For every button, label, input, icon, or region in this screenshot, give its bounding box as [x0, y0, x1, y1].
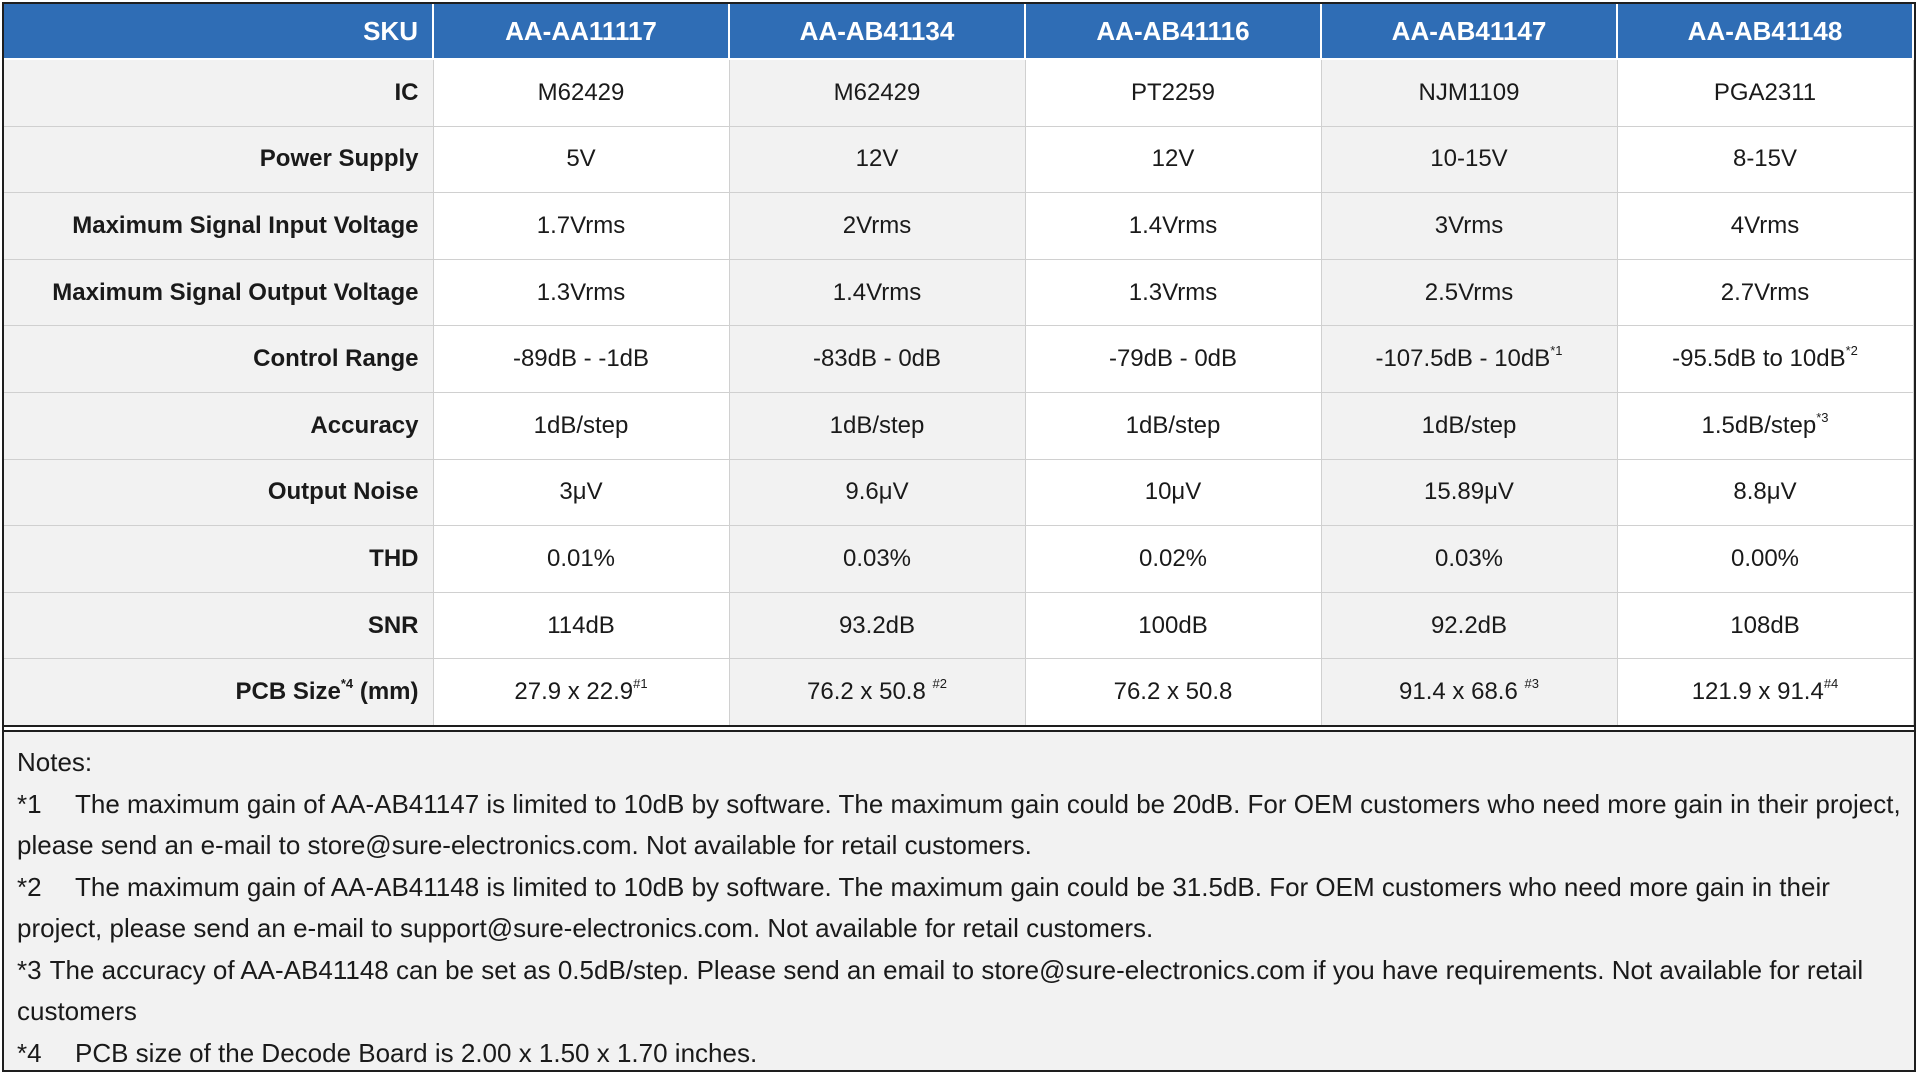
- notes-list: [17, 784, 1902, 1075]
- table-row: [4, 193, 1913, 260]
- cell-footnote-mark: #4: [1823, 676, 1839, 692]
- cell-value: 2.7Vrms: [1720, 278, 1810, 306]
- table-cell: [1321, 526, 1617, 593]
- cell-value: -95.5dB to 10dB: [1672, 345, 1846, 373]
- table-cell: [1321, 392, 1617, 459]
- cell-value: 108dB: [1730, 611, 1800, 639]
- cell-value: 3Vrms: [1434, 211, 1504, 239]
- cell-value: M62429: [833, 78, 921, 106]
- cell-footnote-mark: *1: [1550, 343, 1563, 359]
- table-cell: [433, 126, 729, 193]
- cell-value: 1.3Vrms: [1128, 278, 1218, 306]
- table-cell: [433, 659, 729, 726]
- table-cell: [1025, 193, 1321, 260]
- table-cell: [1321, 193, 1617, 260]
- cell-value: 8.8μV: [1733, 478, 1797, 506]
- sku-column-header: AA-AB41147: [1321, 4, 1617, 59]
- row-label: [4, 259, 433, 326]
- cell-value: 12V: [855, 145, 899, 173]
- table-cell: [1025, 526, 1321, 593]
- table-cell: [433, 259, 729, 326]
- table-cell: [1617, 59, 1913, 126]
- table-cell: [729, 193, 1025, 260]
- cell-value: -83dB - 0dB: [812, 345, 942, 373]
- table-cell: [1025, 326, 1321, 393]
- row-label-text: Power Supply: [259, 145, 419, 173]
- table-row: [4, 459, 1913, 526]
- cell-value: -107.5dB - 10dB: [1375, 345, 1551, 373]
- spec-table: [4, 4, 1914, 727]
- table-cell: [1321, 592, 1617, 659]
- cell-value: 15.89μV: [1424, 478, 1514, 506]
- cell-value: 1.4Vrms: [1128, 211, 1218, 239]
- sku-column-header: AA-AB41134: [729, 4, 1025, 59]
- cell-value: 10μV: [1144, 478, 1202, 506]
- table-cell: [1025, 659, 1321, 726]
- table-cell: [729, 592, 1025, 659]
- cell-value: 1dB/step: [1125, 411, 1221, 439]
- cell-value: 93.2dB: [838, 611, 916, 639]
- cell-value: 3μV: [559, 478, 603, 506]
- table-cell: [433, 392, 729, 459]
- cell-footnote-mark: #3: [1524, 676, 1539, 692]
- note-mark: *2: [17, 871, 42, 902]
- table-row: [4, 526, 1913, 593]
- note-text: The accuracy of AA-AB41148 can be set as 0.5dB/step. Please send an email to store@sure-electronics.com if you have requirements. Not available for retail customers: [17, 954, 1864, 1026]
- table-cell: [1321, 259, 1617, 326]
- row-label-footnote: *4: [340, 676, 354, 692]
- table-cell: [729, 59, 1025, 126]
- note-text: PCB size of the Decode Board is 2.00 x 1.50 x 1.70 inches.: [75, 1037, 758, 1068]
- cell-value: PT2259: [1130, 78, 1216, 106]
- table-cell: [1617, 193, 1913, 260]
- table-row: [4, 326, 1913, 393]
- cell-value: 9.6μV: [845, 478, 909, 506]
- notes-panel: [4, 730, 1914, 1070]
- table-cell: [1617, 526, 1913, 593]
- table-cell: [729, 526, 1025, 593]
- cell-value: 2.5Vrms: [1424, 278, 1514, 306]
- cell-value: 1.7Vrms: [536, 211, 626, 239]
- cell-footnote-mark: #2: [932, 676, 947, 692]
- row-label: [4, 59, 433, 126]
- row-label: [4, 592, 433, 659]
- cell-value: 121.9 x 91.4: [1691, 678, 1824, 706]
- cell-value: PGA2311: [1713, 78, 1817, 106]
- row-label-text: SNR: [367, 611, 419, 639]
- table-cell: [1617, 659, 1913, 726]
- cell-value: 5V: [566, 145, 596, 173]
- sku-column-header: AA-AA11117: [433, 4, 729, 59]
- table-cell: [1321, 659, 1617, 726]
- table-cell: [433, 459, 729, 526]
- cell-value: 1.4Vrms: [832, 278, 922, 306]
- note-mark: *1: [17, 788, 42, 819]
- cell-value: 12V: [1151, 145, 1195, 173]
- cell-value: 4Vrms: [1730, 211, 1800, 239]
- note-text: The maximum gain of AA-AB41148 is limited to 10dB by software. The maximum gain could be 31.5dB. For OEM customers who need more gain in their project, please send an e-mail to support@sure-electronics.com. Not available for retail customers.: [17, 871, 1830, 943]
- table-cell: [1025, 592, 1321, 659]
- row-label-text: IC: [394, 78, 419, 106]
- sku-header-label: SKU: [4, 4, 433, 59]
- table-cell: [1617, 326, 1913, 393]
- cell-value: 1.5dB/step: [1701, 411, 1817, 439]
- cell-value: -89dB - -1dB: [512, 345, 650, 373]
- cell-value: 0.00%: [1730, 544, 1800, 572]
- note-mark: *4: [17, 1037, 42, 1068]
- row-label-text: PCB Size: [235, 678, 341, 706]
- cell-value: 76.2 x 50.8: [807, 678, 933, 706]
- table-cell: [1617, 259, 1913, 326]
- row-label: [4, 459, 433, 526]
- table-cell: [1321, 459, 1617, 526]
- sku-column-header: AA-AB41116: [1025, 4, 1321, 59]
- cell-value: 114dB: [547, 611, 615, 639]
- table-cell: [1025, 59, 1321, 126]
- spec-sheet: [2, 2, 1916, 1072]
- table-cell: [729, 459, 1025, 526]
- row-label-text: Maximum Signal Output Voltage: [52, 278, 419, 306]
- table-row: [4, 592, 1913, 659]
- cell-value: M62429: [537, 78, 625, 106]
- table-cell: [1617, 392, 1913, 459]
- table-cell: [729, 259, 1025, 326]
- table-cell: [729, 392, 1025, 459]
- note-item: [17, 784, 1902, 867]
- table-cell: [1025, 126, 1321, 193]
- row-label: [4, 526, 433, 593]
- row-label-text: Control Range: [253, 345, 419, 373]
- table-row: [4, 659, 1913, 726]
- cell-value: 76.2 x 50.8: [1113, 678, 1233, 706]
- table-cell: [729, 326, 1025, 393]
- cell-value: 10-15V: [1430, 145, 1508, 173]
- table-cell: [1617, 592, 1913, 659]
- row-label: [4, 193, 433, 260]
- note-text: The maximum gain of AA-AB41147 is limited to 10dB by software. The maximum gain could be 20dB. For OEM customers who need more gain in their project, please send an e-mail to store@sure-electronics.com. Not available for retail customers.: [17, 788, 1901, 860]
- cell-value: 1dB/step: [1421, 411, 1517, 439]
- table-cell: [729, 126, 1025, 193]
- row-label: [4, 392, 433, 459]
- cell-value: 0.02%: [1138, 544, 1208, 572]
- cell-value: 100dB: [1138, 611, 1208, 639]
- cell-value: 0.03%: [842, 544, 912, 572]
- table-cell: [1025, 392, 1321, 459]
- table-row: [4, 392, 1913, 459]
- note-mark: *3: [17, 954, 42, 985]
- cell-footnote-mark: *2: [1845, 343, 1858, 359]
- table-cell: [729, 659, 1025, 726]
- table-cell: [1321, 59, 1617, 126]
- table-cell: [433, 326, 729, 393]
- table-cell: [433, 592, 729, 659]
- row-label: [4, 126, 433, 193]
- cell-footnote-mark: *3: [1816, 409, 1829, 425]
- cell-value: 0.03%: [1434, 544, 1504, 572]
- note-item: [17, 1033, 1902, 1075]
- cell-value: 8-15V: [1732, 145, 1798, 173]
- table-cell: [1025, 459, 1321, 526]
- row-label: [4, 326, 433, 393]
- table-row: [4, 259, 1913, 326]
- note-item: [17, 867, 1902, 950]
- header-row: [4, 4, 1913, 59]
- cell-value: NJM1109: [1418, 78, 1520, 106]
- cell-value: 2Vrms: [842, 211, 912, 239]
- cell-value: -79dB - 0dB: [1108, 345, 1238, 373]
- cell-value: 27.9 x 22.9: [514, 678, 634, 706]
- sku-column-header: AA-AB41148: [1617, 4, 1913, 59]
- note-item: [17, 950, 1902, 1033]
- table-row: [4, 126, 1913, 193]
- table-cell: [433, 526, 729, 593]
- notes-title: Notes:: [17, 747, 93, 777]
- cell-value: 0.01%: [546, 544, 616, 572]
- table-cell: [1617, 126, 1913, 193]
- cell-value: 1.3Vrms: [536, 278, 626, 306]
- table-row: [4, 59, 1913, 126]
- row-label: [4, 659, 433, 726]
- cell-value: 91.4 x 68.6: [1399, 678, 1525, 706]
- cell-value: 1dB/step: [829, 411, 925, 439]
- row-label-text: THD: [369, 544, 419, 572]
- row-label-text: Maximum Signal Input Voltage: [72, 211, 419, 239]
- cell-value: 92.2dB: [1430, 611, 1508, 639]
- table-cell: [433, 193, 729, 260]
- row-label-text: Output Noise: [267, 478, 419, 506]
- row-label-text: Accuracy: [310, 411, 419, 439]
- cell-value: 1dB/step: [533, 411, 629, 439]
- table-cell: [433, 59, 729, 126]
- row-label-unit: (mm): [353, 678, 419, 706]
- table-cell: [1617, 459, 1913, 526]
- table-cell: [1321, 326, 1617, 393]
- table-cell: [1025, 259, 1321, 326]
- spec-table-body: [4, 59, 1913, 726]
- table-cell: [1321, 126, 1617, 193]
- cell-footnote-mark: #1: [633, 676, 648, 692]
